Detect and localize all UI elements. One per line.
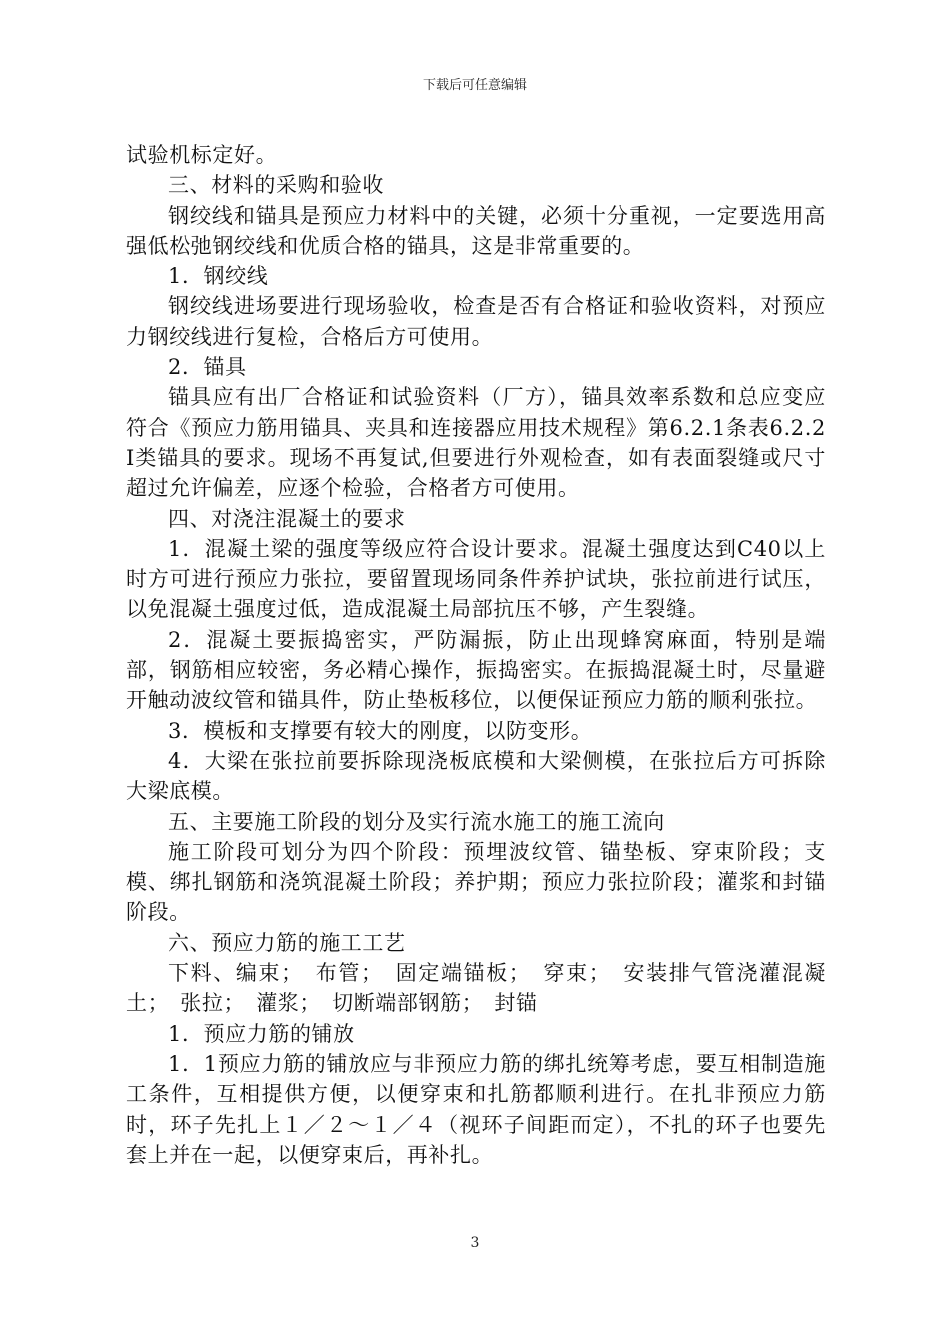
section-heading-stages: 五、主要施工阶段的划分及实行流水施工的施工流向 [168,809,665,834]
paragraph: 1．1预应力筋的铺放应与非预应力筋的绑扎统筹考虑，要互相制造施工条件，互相提供方便，以便穿束和扎筋都顺利进行。在扎非预应力筋时，环子先扎上１／２～１／４（视环子间距而定），不扎的环子也要先套上并在一起，以便穿束后，再补扎。 [126,1051,826,1167]
paragraph: 钢绞线和锚具是预应力材料中的关键，必须十分重视，一定要选用高强低松弛钢绞线和优质合格的锚具，这是非常重要的。 [126,203,826,258]
section-heading-materials: 三、材料的采购和验收 [168,173,384,198]
page-number: 3 [470,1235,480,1251]
section-heading-concrete: 四、对浇注混凝土的要求 [168,506,406,531]
paragraph: 锚具应有出厂合格证和试验资料（厂方），锚具效率系数和总应变应符合《预应力筋用锚具、夹具和连接器应用技术规程》第6.2.1条表6.2.2I类锚具的要求。现场不再复试,但要进行外观检查，如有表面裂缝或尺寸超过允许偏差，应逐个检验，合格者方可使用。 [126,385,826,501]
subheading-laying: 1．预应力筋的铺放 [168,1021,355,1046]
process-steps: 下料、编束； 布管； 固定端锚板； 穿束； 安装排气管浇灌混凝土； 张拉； 灌浆； 切断端部钢筋； 封锚 [126,961,826,1016]
subheading-anchor: 2．锚具 [168,355,247,380]
page-header: 下载后可任意编辑 [422,78,527,93]
section-heading-process: 六、预应力筋的施工工艺 [168,930,406,955]
paragraph: 施工阶段可划分为四个阶段：预埋波纹管、锚垫板、穿束阶段；支模、绑扎钢筋和浇筑混凝土阶段；养护期；预应力张拉阶段；灌浆和封锚阶段。 [126,839,826,925]
paragraph: 4．大梁在张拉前要拆除现浇板底模和大梁侧模，在张拉后方可拆除大梁底模。 [126,748,826,804]
paragraph-continuation: 试验机标定好。 [126,143,278,167]
paragraph: 3．模板和支撑要有较大的刚度，以防变形。 [168,718,593,743]
subheading-strand: 1．钢绞线 [168,264,269,289]
paragraph: 钢绞线进场要进行现场验收，检查是否有合格证和验收资料，对预应力钢绞线进行复检，合格后方可使用。 [126,294,826,349]
paragraph: 2．混凝土要振捣密实，严防漏振，防止出现蜂窝麻面，特别是端部，钢筋相应较密，务必精心操作，振捣密实。在振捣混凝土时，尽量避开触动波纹管和锚具件，防止垫板移位，以便保证预应力筋的顺利张拉。 [126,627,826,713]
document-body [126,140,826,1170]
paragraph: 1．混凝土梁的强度等级应符合设计要求。混凝土强度达到C40以上时方可进行预应力张拉，要留置现场同条件养护试块，张拉前进行试压，以免混凝土强度过低，造成混凝土局部抗压不够，产生裂缝。 [126,536,826,622]
